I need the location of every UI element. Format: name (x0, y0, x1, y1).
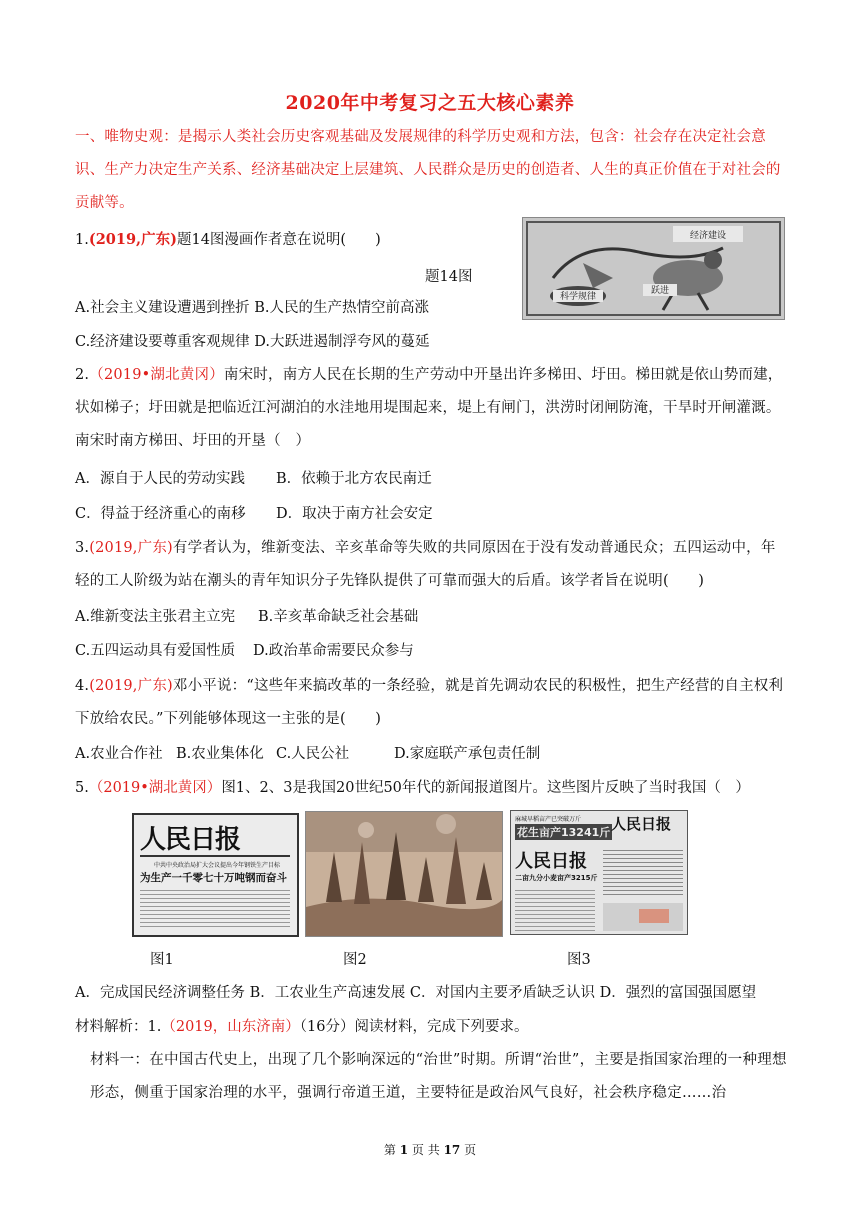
question-number: 1. (147, 1019, 162, 1035)
footer-suffix: 页 (464, 1143, 477, 1157)
question-5-stem (75, 778, 785, 798)
option-c: C.五四运动具有爱国性质 (75, 643, 236, 659)
question-text: 邓小平说：“这些年来搞改革的一条经验，就是首先调动农民的积极性，把生产经营的自主权利下放给农民。”下列能够体现这一主张的是( ) (75, 678, 784, 727)
question-2-options-row-1 (75, 469, 785, 489)
newspaper-masthead: 人民日报 (611, 815, 672, 833)
newspaper-masthead-lower: 人民日报 (515, 851, 587, 872)
section-1-definition: 一、唯物史观：是揭示人类社会历史客观基础及发展规律的科学历史观和方法，包含：社会存在决定社会意识、生产力决定生产关系、经济基础决定上层建筑、人民群众是历史的创造者、人生的真正价值在于对社会的贡献等。 (75, 129, 781, 211)
cartoon-label-mid: 跃进 (650, 286, 670, 296)
option-d: D.大跃进遏制浮夸风的蔓延 (254, 334, 430, 350)
option-c: C.经济建设要尊重客观规律 (75, 334, 250, 350)
question-source: (2019,广东) (89, 540, 173, 556)
option-b: B.辛亥革命缺乏社会基础 (258, 609, 419, 625)
question-4-options (75, 744, 785, 764)
material-analysis-heading (75, 1017, 785, 1037)
question-source: (2019,广东) (88, 231, 177, 248)
option-b: B．工农业生产高速发展 (249, 985, 406, 1001)
question-3-options-row-2 (75, 641, 785, 661)
question-5-options (75, 983, 785, 1003)
question-3-options-row-1 (75, 607, 785, 627)
page-title: 2020年中考复习之五大核心素养 (285, 92, 575, 114)
question-1-options-row-2 (75, 332, 785, 352)
question-number: 3. (75, 540, 90, 556)
question-text: 南宋时，南方人民在长期的生产劳动中开垦出许多梯田、圩田。梯田就是依山势而建，状如梯子；圩田就是把临近江河湖泊的水洼地用堤围起来，堤上有闸门，洪涝时闭闸防淹，干旱时开闸灌溉。南宋时南方梯田、圩田的开垦（ ） (75, 367, 783, 449)
footer-page-number: 1 (399, 1143, 409, 1157)
figure-caption: 题14图 (425, 269, 473, 285)
newspaper-headline: 花生亩产13241斤 (517, 826, 611, 839)
question-text: 图1、2、3是我国20世纪50年代的新闻报道图片。这些图片反映了当时我国（ ） (221, 780, 750, 796)
question-number: 1. (75, 232, 89, 248)
figure-3-caption: 图3 (567, 952, 591, 968)
material-1-text: 材料一：在中国古代史上，出现了几个影响深远的“治世”时期。所谓“治世”，主要是指国家治理的一种理想形态，侧重于国家治理的水平，强调行帝道王道，主要特征是政治风气良好，社会秩序稳定……治 (90, 1052, 787, 1101)
cartoon-label-top: 经济建设 (689, 231, 727, 241)
question-text: 有学者认为，维新变法、辛亥革命等失败的共同原因在于没有发动普通民众；五四运动中，年轻的工人阶级为站在潮头的青年知识分子先锋队提供了可靠而强大的后盾。该学者旨在说明( ) (75, 540, 776, 589)
cartoon-label-bottom: 科学规律 (559, 292, 597, 302)
footer-prefix: 第 (383, 1143, 396, 1157)
option-b: B．依赖于北方农民南迁 (276, 471, 432, 487)
option-d: D.家庭联产承包责任制 (394, 746, 541, 762)
figure-1-caption: 图1 (150, 952, 174, 968)
question-2-options-row-2 (75, 504, 785, 524)
option-d: D.政治革命需要民众参与 (253, 643, 414, 659)
material-label: 材料解析： (75, 1019, 148, 1035)
newspaper-figure-1 (132, 813, 299, 937)
question-1-options-row-1 (75, 298, 785, 318)
question-source: （2019•湖北黄冈） (89, 367, 224, 383)
question-number: 2. (75, 367, 90, 383)
question-text: 题14图漫画作者意在说明( ) (176, 232, 381, 248)
figure-2-caption: 图2 (343, 952, 367, 968)
option-c: C．对国内主要矛盾缺乏认识 (409, 985, 595, 1001)
option-c: C.人民公社 (276, 746, 350, 762)
option-a: A.维新变法主张君主立宪 (75, 609, 236, 625)
question-3-stem (75, 532, 787, 598)
option-a: A.社会主义建设遭遇到挫折 (75, 300, 250, 316)
option-b: B.人民的生产热情空前高涨 (254, 300, 429, 316)
question-source: (2019,广东) (89, 678, 173, 694)
newspaper-masthead: 人民日报 (140, 825, 241, 855)
question-number: 4. (75, 678, 90, 694)
question-2-stem (75, 359, 787, 458)
option-b: B.农业集体化 (176, 746, 264, 762)
question-source: （2019•湖北黄冈） (88, 780, 222, 796)
newspaper-banner: 麻城早稻亩产已突破万斤 (515, 816, 582, 823)
newspaper-figure-3 (510, 810, 688, 935)
question-source: （2019，山东济南） (161, 1019, 300, 1035)
newspaper-headline: 为生产一千零七十万吨钢而奋斗 (140, 872, 287, 884)
option-d: D．强烈的富国强国愿望 (599, 985, 757, 1001)
newspaper-subhead: 中共中央政治局扩大会议提出今年钢铁生产目标 (154, 862, 281, 869)
option-d: D．取决于南方社会安定 (276, 506, 433, 522)
footer-total-pages: 17 (443, 1143, 461, 1157)
question-4-stem (75, 670, 787, 736)
newspaper-subhead: 二亩九分小麦亩产3215斤 (515, 874, 598, 882)
option-c: C．得益于经济重心的南移 (75, 506, 246, 522)
furnace-photo-figure-2 (305, 811, 503, 937)
option-a: A．源自于人民的劳动实践 (75, 471, 245, 487)
option-a: A.农业合作社 (75, 746, 163, 762)
question-text: （16分）阅读材料，完成下列要求。 (299, 1019, 529, 1035)
question-number: 5. (75, 780, 89, 796)
footer-mid: 页 共 (411, 1143, 440, 1157)
page-footer (0, 1141, 860, 1158)
option-a: A．完成国民经济调整任务 (75, 985, 245, 1001)
